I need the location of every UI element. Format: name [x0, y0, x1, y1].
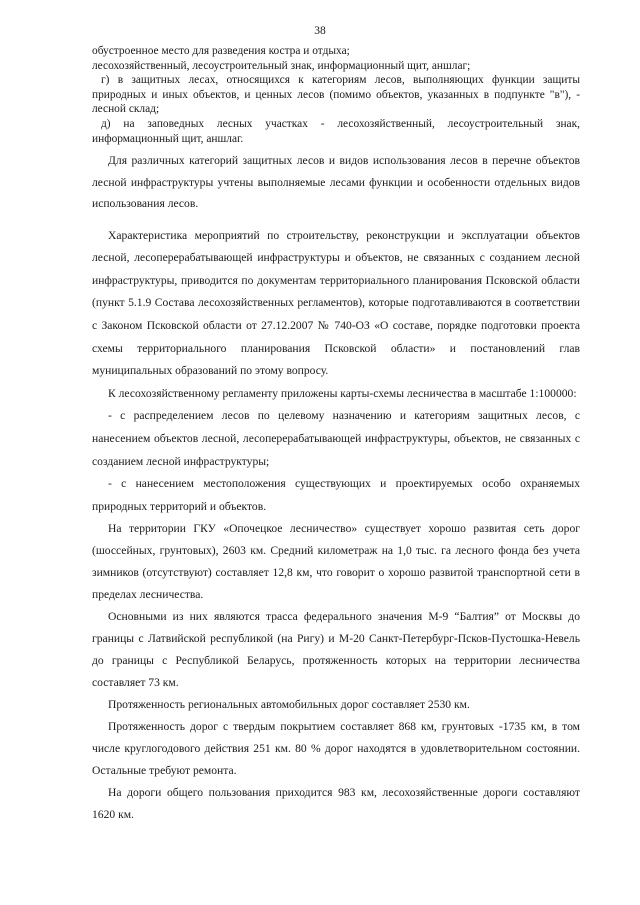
paragraph-paved-roads: Протяженность дорог с твердым покрытием составляет 868 км, грунтовых -1735 км, в том числе круглогодового действия 251 км. 80 % дорог находятся в удовлетворительном состоянии. Остальные требуют ремонта.	[92, 720, 580, 778]
paragraph-regional-roads: Протяженность региональных автомобильных дорог составляет 2530 км.	[108, 698, 470, 712]
paragraph-list-item: лесохозяйственный, лесоустроительный знак, информационный щит, аншлаг;	[92, 59, 471, 72]
paragraph-list-item: обустроенное место для разведения костра и отдыха;	[92, 45, 350, 57]
paragraph-item-d: д) на заповедных лесных участках - лесохозяйственный, лесоустроительный знак, информационный щит, аншлаг.	[92, 117, 580, 145]
paragraph-map-item-protected-areas: - с нанесением местоположения существующих и проектируемых особо охраняемых природных территорий и объектов.	[92, 477, 580, 513]
document-body	[92, 44, 580, 826]
paragraph-road-network: На территории ГКУ «Опочецкое лесничество» существует хорошо развитая сеть дорог (шоссейных, грунтовых), 2603 км. Средний километраж на 1,0 тыс. га лесного фонда без учета зимников (отсутствуют) составляет 12,8 км, что говорит о хорошо развитой транспортной сети в пределах лесничества.	[92, 522, 580, 602]
paragraph-measures-characteristics: Характеристика мероприятий по строительству, реконструкции и эксплуатации объектов лесной, лесоперерабатывающей инфраструктуры и объектов, не связанных с созданием лесной инфраструктуры, приводится по документам территориального планирования Псковской области (пункт 5.1.9 Состава лесохозяйственных регламентов), которые подготавливаются в соответствии с Законом Псковской области от 27.12.2007 № 740-ОЗ «О составе, порядке подготовки проекта схемы территориального планирования Псковской области» и постановлений глав муниципальных образований по этому вопросу.	[92, 228, 580, 378]
paragraph-maps-attached: К лесохозяйственному регламенту приложены карты-схемы лесничества в масштабе 1:100000:	[108, 386, 577, 400]
paragraph-infrastructure-categories: Для различных категорий защитных лесов и видов использования лесов в перечне объектов лесной инфраструктуры учтены выполняемые лесами функции и особенности отдельных видов использования лесов.	[92, 154, 580, 211]
page-number: 38	[314, 25, 326, 37]
paragraph-public-roads: На дороги общего пользования приходится 983 км, лесохозяйственные дороги составляют 1620 км.	[92, 786, 580, 822]
paragraph-map-item-distribution: - с распределением лесов по целевому назначению и категориям защитных лесов, с нанесением объектов лесной, лесоперерабатывающей инфраструктуры, объектов, не связанных с созданием лесной инфраструктуры;	[92, 409, 580, 468]
paragraph-main-highways: Основными из них являются трасса федерального значения М-9 “Балтия” от Москвы до границы с Латвийской республикой (на Ригу) и М-20 Санкт-Петербург-Псков-Пустошка-Невель до границы с Республикой Беларусь, протяженность которых на территории лесничества составляет 73 км.	[92, 610, 580, 690]
paragraph-item-g: г) в защитных лесах, относящихся к категориям лесов, выполняющих функции защиты природных и иных объектов, и ценных лесов (помимо объектов, указанных в подпункте "в"), - лесной склад;	[92, 74, 580, 116]
